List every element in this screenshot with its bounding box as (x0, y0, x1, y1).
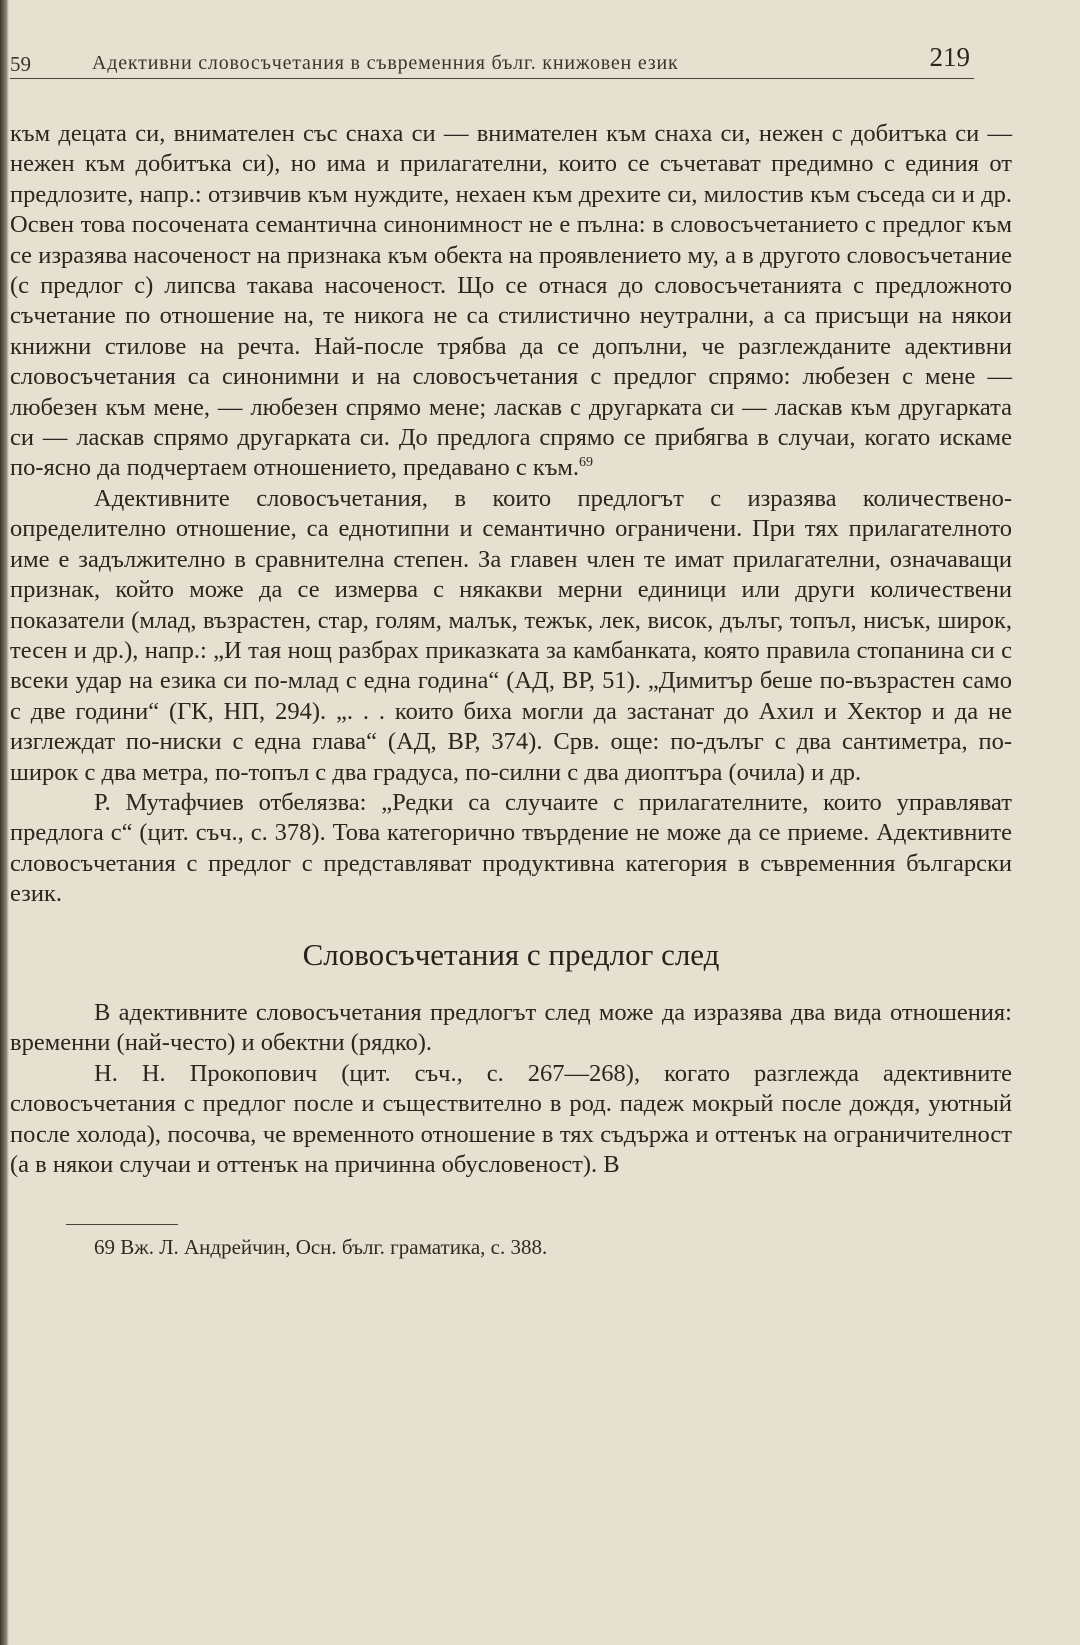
footnote-text: Вж. Л. Андрейчин, Осн. бълг. граматика, с. 388. (120, 1235, 548, 1260)
section-heading: Словосъчетания с предлог след (302, 936, 720, 972)
previous-page-number-fragment: 59 (10, 52, 31, 76)
paragraph: В адективните словосъчетания предлогът след може да изразява два вида отношения: временни (най-често) и обектни (рядко). (10, 998, 1012, 1057)
page-number: 219 (929, 42, 970, 72)
footnote-reference: 69 (579, 455, 594, 471)
running-title: Адективни словосъчетания в съвременния бълг. книжовен език (92, 52, 679, 74)
footnote-number: 69 (94, 1235, 115, 1260)
paragraph: Н. Н. Прокопович (цит. съч., с. 267—268), когато разглежда адективните словосъчетания с предлог после и съществително в род. падеж мокрый после дождя, уютный после холода), посочва, че временното отношение в тях съдържа и оттенък на ограничителност (а в някои случаи и оттенък на причинна обусловеност). В (10, 1059, 1012, 1178)
footnote-divider (66, 1224, 178, 1225)
footnote (10, 1235, 1012, 1260)
main-text (10, 119, 1012, 1180)
paragraph: Адективните словосъчетания, в които предлогът с изразява количествено-определително отношение, са еднотипни и семантично ограничени. При тях прилагателното име е задължително в сравнителна степен. За главен член те имат прилагателни, означаващи признак, който може да се измерва с някакви мерни единици или други количествени показатели (млад, възрастен, стар, голям, малък, тежък, лек, висок, дълъг, топъл, нисък, широк, тесен и др.), напр.: „И тая нощ разбрах приказката за камбанката, която правила стопанина си с всеки удар на езика си по-млад с една година“ (АД, ВР, 51). „Димитър беше по-възрастен само с две години“ (ГК, НП, 294). „. . . които биха могли да застанат до Ахил и Хектор и да не изглеждат по-ниски с една глава“ (АД, ВР, 374). Срв. още: по-дълъг с два сантиметра, по-широк с два метра, по-топъл с два градуса, по-силни с два диоптъра (очила) и др. (10, 484, 1012, 786)
paragraph-continued (10, 119, 1012, 484)
running-header (10, 38, 974, 79)
paragraph: Р. Мутафчиев отбелязва: „Редки са случаите с прилагателните, които управляват предлога с“ (цит. съч., с. 378). Това категорично твърдение не може да се приеме. Адективните словосъчетания с предлог с представляват продуктивна категория в съвременния български език. (10, 788, 1012, 908)
paragraph-text: към децата си, внимателен със снаха си — внимателен към снаха си, нежен с добитъка си — нежен към добитъка си), но има и прилагателни, които се съчетават предимно с единия от предлозите, напр.: отзивчив към нуждите, нехаен към дрехите си, милостив към съседа си и др. Освен това посочената семантична синонимност не е пълна: в словосъчетанието с предлог към се изразява насоченост на признака към обекта на проявлението му, а в другото словосъчетание (с предлог с) липсва такава насоченост. Що се отнася до словосъчетанията с предложното съчетание по отношение на, те никога не са стилистично неутрални, а са присъщи на някои книжни стилове на речта. Най-после трябва да се допълни, че разглежданите адективни словосъчетания са синонимни и на словосъчетания с предлог спрямо: любезен с мене — любезен към мене, — любезен спрямо мене; ласкав с другарката си — ласкав към другарката си — ласкав спрямо другарката си. До предлога спрямо се прибягва в случаи, когато искаме по-ясно да подчертаем отношението, предавано с към. (10, 120, 1012, 482)
